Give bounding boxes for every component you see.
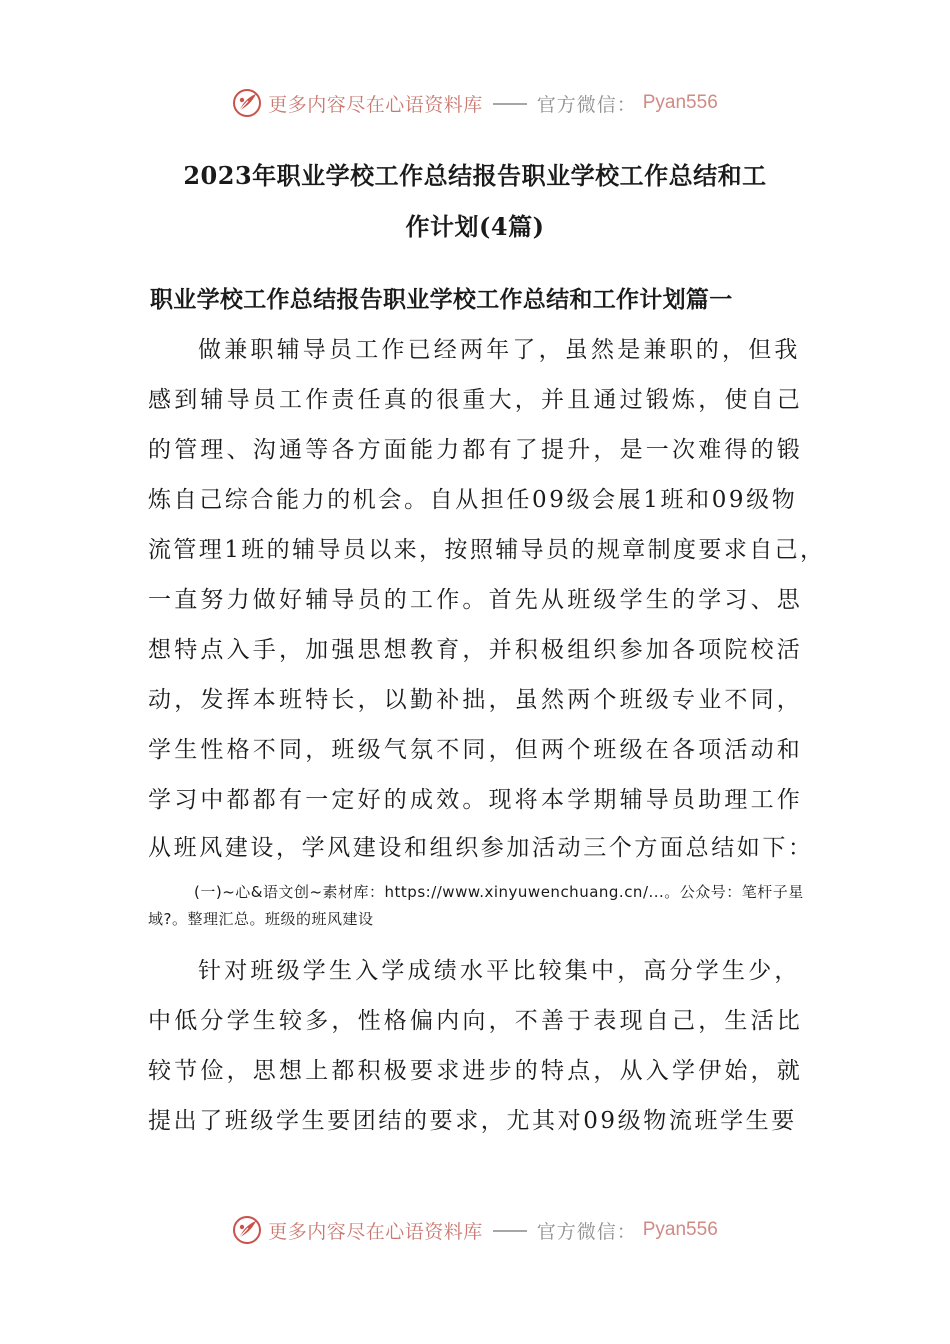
banner-wechat-id: Pyan556 (642, 92, 718, 113)
banner-dash-divider (493, 103, 527, 105)
source-note: (一)~心&语文创~素材库：https://www.xinyuwenchuang.cn/...。公众号：笔杆子星域?。整理汇总。班级的班风建设 (148, 883, 804, 928)
paragraph-line: 的管理、沟通等各方面能力都有了提升，是一次难得的锻 (148, 437, 803, 463)
paragraph-line: 从班风建设，学风建设和组织参加活动三个方面总结如下： (148, 835, 814, 861)
paragraph-line: 中低分学生较多，性格偏内向，不善于表现自己，生活比 (148, 1008, 803, 1034)
paragraph-line: 做兼职辅导员工作已经两年了，虽然是兼职的，但我 (198, 337, 801, 363)
feather-pen-logo-icon (232, 1215, 262, 1245)
paragraph-line: 一直努力做好辅导员的工作。首先从班级学生的学习、思 (148, 587, 803, 613)
banner-wechat-label: 官方微信： (536, 1220, 637, 1243)
paragraph-line: 提出了班级学生要团结的要求，尤其对09级物流班学生要 (148, 1108, 797, 1134)
banner-text: 更多内容尽在心语资料库 (268, 1220, 483, 1243)
document-title (148, 150, 802, 252)
header-watermark-banner (0, 86, 950, 120)
document-title-line-1: 2023年职业学校工作总结报告职业学校工作总结和工 (183, 161, 767, 190)
section-heading: 职业学校工作总结报告职业学校工作总结和工作计划篇一 (150, 286, 733, 313)
paragraph-line: 流管理1班的辅导员以来，按照辅导员的规章制度要求自己， (148, 537, 826, 563)
feather-pen-logo-icon (232, 88, 262, 118)
paragraph-line: 学生性格不同，班级气氛不同，但两个班级在各项活动和 (148, 737, 803, 763)
banner-wechat-id: Pyan556 (642, 1219, 718, 1240)
paragraph-line: 炼自己综合能力的机会。自从担任09级会展1班和09级物 (148, 487, 798, 513)
paragraph-line: 感到辅导员工作责任真的很重大，并且通过锻炼，使自己 (148, 387, 803, 413)
paragraph-line: 想特点入手，加强思想教育，并积极组织参加各项院校活 (148, 637, 803, 663)
paragraph-line: 针对班级学生入学成绩水平比较集中，高分学生少， (198, 958, 801, 984)
banner-text: 更多内容尽在心语资料库 (268, 93, 483, 116)
document-title-line-2: 作计划(4篇) (405, 212, 545, 241)
paragraph-line: 动，发挥本班特长，以勤补拙，虽然两个班级专业不同， (148, 687, 803, 713)
paragraph-line: 较节俭，思想上都积极要求进步的特点，从入学伊始，就 (148, 1058, 803, 1084)
paragraph-line: 学习中都都有一定好的成效。现将本学期辅导员助理工作 (148, 787, 803, 813)
banner-dash-divider (493, 1230, 527, 1232)
banner-wechat-label: 官方微信： (536, 93, 637, 116)
footer-watermark-banner (0, 1213, 950, 1247)
